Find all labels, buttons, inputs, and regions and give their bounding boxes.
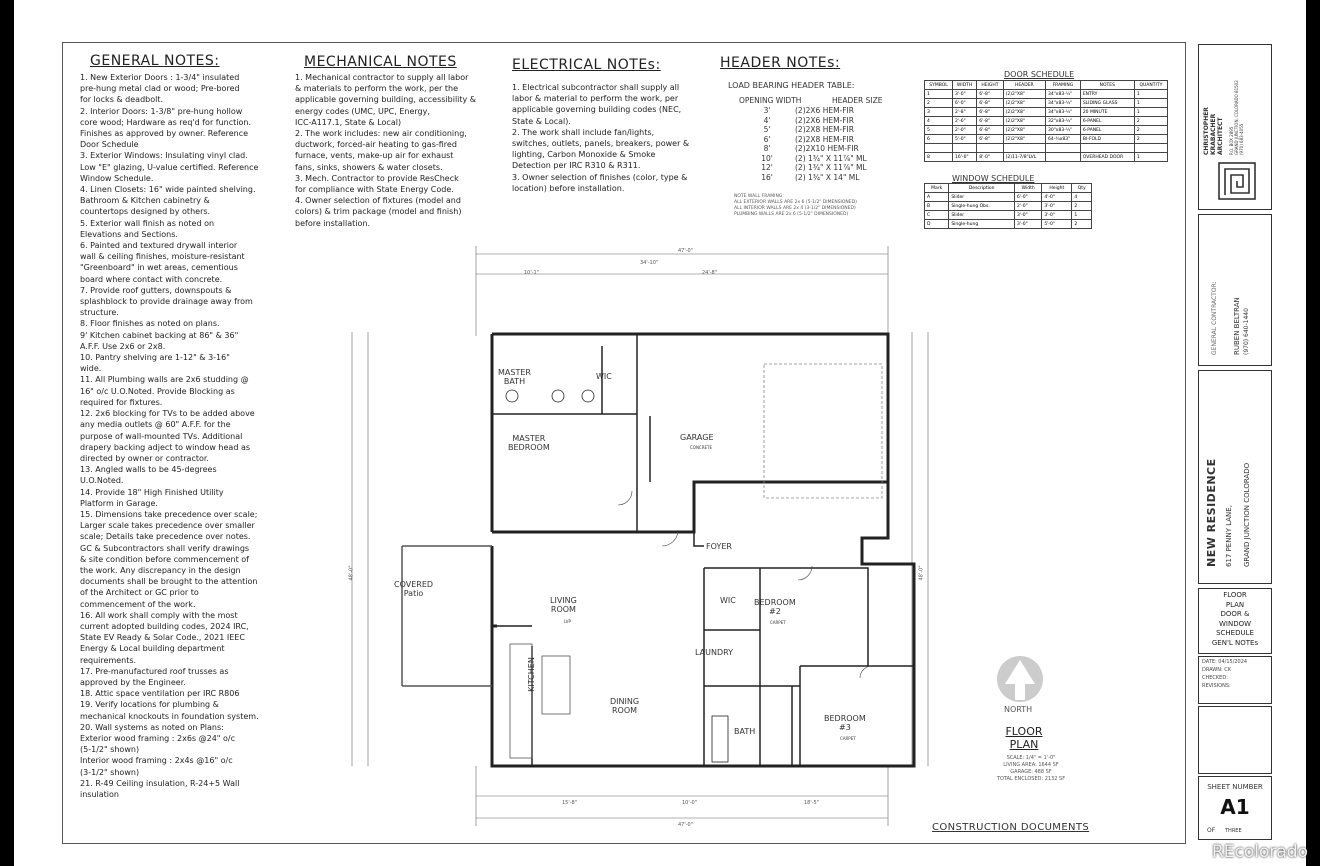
- schedule-cell: 1: [1134, 108, 1167, 117]
- electrical-notes-text: 1. Electrical subcontractor shall supply all labor & material to perform the work, per applicable governing building codes (NEC, State & Local). 2. The work shall include fan/lights, switches, outlets, panels, breakers, power & lighting, Carbon Monoxide & Smoke Detection per IRC R310 & R311. 3. Owner selection of finishes (color, type & location) before installation.: [512, 83, 690, 193]
- schedule-cell: 32"x83-½": [1046, 117, 1081, 126]
- header-col-size: HEADER SIZE: [832, 96, 883, 105]
- schedule-header-cell: HEIGHT: [977, 81, 1003, 90]
- schedule-cell: 2'-0": [953, 126, 977, 135]
- header-row-size: (2)2X6 HEM-FIR: [795, 106, 854, 115]
- schedule-cell: BI-FOLD: [1080, 135, 1134, 144]
- schedule-cell: 2: [1134, 117, 1167, 126]
- floor-plan-drawing: [332, 246, 932, 846]
- header-row-width: 12': [761, 163, 773, 172]
- schedule-cell: 6'-8": [977, 108, 1003, 117]
- title-block-sheet-desc: [1198, 588, 1272, 654]
- schedule-cell: 1: [1134, 99, 1167, 108]
- schedule-header-row: [925, 81, 1168, 90]
- schedule-cell: (2)2"X8": [1003, 135, 1045, 144]
- header-col-opening: OPENING WIDTH: [739, 96, 802, 105]
- room-covered-patio: COVERED Patio: [394, 580, 434, 598]
- schedule-cell: [1134, 144, 1167, 153]
- schedule-cell: 2: [925, 99, 953, 108]
- schedule-cell: 1: [925, 90, 953, 99]
- schedule-cell: 1: [1134, 153, 1167, 162]
- architect-info: P.O. BOX 2895 GRAND JUNCTION, COLORADO 81502 (970) 683-4055: [1229, 80, 1244, 155]
- room-foyer: FOYER: [706, 542, 732, 551]
- schedule-row: [925, 202, 1092, 211]
- dim-top-b: 34'-10": [640, 260, 659, 266]
- schedule-cell: 34"x83-½": [1046, 90, 1081, 99]
- schedule-row: [925, 126, 1168, 135]
- schedule-cell: (2)2"X8": [1003, 117, 1045, 126]
- title-block-contractor: [1198, 214, 1272, 366]
- schedule-cell: [1080, 144, 1134, 153]
- project-address: 617 PENNY LANE,: [1225, 505, 1233, 567]
- construction-documents-label: CONSTRUCTION DOCUMENTS: [932, 822, 1090, 833]
- schedule-row: [925, 108, 1168, 117]
- project-name: NEW RESIDENCE: [1205, 458, 1218, 567]
- title-block-dates: [1198, 656, 1272, 704]
- architect-logo-icon: [1217, 161, 1257, 201]
- header-row-width: 16': [761, 172, 773, 182]
- watermark-logo: REcolorado: [1211, 842, 1308, 862]
- room-wic-master: WIC: [596, 372, 612, 381]
- schedule-cell: 2'-0": [1015, 202, 1042, 211]
- schedule-cell: 3'-0": [1042, 202, 1072, 211]
- schedule-cell: [925, 144, 953, 153]
- schedule-cell: 3: [925, 108, 953, 117]
- schedule-cell: (2)2"X8": [1003, 90, 1045, 99]
- room-master-bath: MASTER BATH: [498, 368, 531, 386]
- header-notes-title: HEADER NOTEs:: [720, 55, 841, 71]
- interior-walls: [492, 334, 914, 766]
- bedroom3-finish: CARPET: [840, 736, 856, 741]
- header-row: [739, 135, 909, 145]
- mechanical-notes-text: 1. Mechanical contractor to supply all labor & materials to perform the work, per the applicable governing building, accessibility & energy codes (UMC, UPC, Energy, ICC-A117.1, State & Local) 2. The work includes: new air conditioning, ductwork, forced-air heating to gas-fired furnace, vents, make-up air for exhaust fans, sinks, showers & water closets. 3. Mech. Contractor to provide ResCheck for compliance with State Energy Code. 4. Owner selection of fixtures (model and colors) & trim package (model and finish) before installation.: [295, 73, 477, 228]
- schedule-cell: ENTRY: [1080, 90, 1134, 99]
- schedule-header-cell: Width: [1015, 184, 1042, 193]
- title-block-sheet-number: [1198, 776, 1272, 840]
- schedule-cell: 2: [1072, 220, 1092, 229]
- schedule-cell: 1: [1072, 211, 1092, 220]
- dim-depth-right: 48'-0": [918, 565, 925, 581]
- schedule-cell: D: [925, 220, 949, 229]
- room-bedroom-2: BEDROOM #2: [754, 598, 796, 616]
- title-block-project: [1198, 370, 1272, 584]
- schedule-header-cell: SYMBOL: [925, 81, 953, 90]
- wall-framing-note: NOTE WALL FRAMING: ALL EXTERIOR WALLS ARE 2x 6 (5-1/2" DIMENSIONED) ALL INTERIOR WALLS ARE 2x 4 (3-1/2" DIMENSIONED) PLUMBING WALLS ARE 2x 6 (5-1/2" DIMENSIONED): [734, 194, 857, 217]
- schedule-cell: A: [925, 193, 949, 202]
- header-row-size: (2) 1¾" X 11⅞" ML: [795, 163, 867, 172]
- schedule-header-cell: Qty: [1072, 184, 1092, 193]
- schedule-cell: [977, 144, 1003, 153]
- sheet-of-value: THREE: [1225, 828, 1242, 834]
- sheet-of-label: OF: [1207, 827, 1216, 834]
- schedule-row: [925, 211, 1092, 220]
- dim-bottom-a: 15'-8": [562, 800, 578, 806]
- header-row-width: 3': [763, 106, 771, 115]
- room-garage: GARAGE: [680, 433, 714, 442]
- sheet-date: DATE: 04/15/2024: [1202, 659, 1248, 665]
- dim-top-a: 10'-1": [524, 270, 540, 276]
- room-laundry: LAUNDRY: [695, 648, 734, 657]
- title-block-architect: [1198, 44, 1272, 210]
- schedule-header-cell: HEADER: [1003, 81, 1045, 90]
- schedule-cell: 64-¾x83": [1046, 135, 1081, 144]
- header-row-size: (2)2X6 HEM-FIR: [795, 115, 854, 125]
- garage-finish: CONCRETE: [690, 445, 713, 450]
- room-bedroom-3: BEDROOM #3: [824, 714, 866, 732]
- dim-bottom-c: 18'-5": [804, 800, 820, 806]
- gc-name: RUBEN BELTRAN: [1233, 297, 1241, 355]
- schedule-cell: 2: [1072, 202, 1092, 211]
- schedule-cell: 20 MINUTE: [1080, 108, 1134, 117]
- schedule-row: [925, 117, 1168, 126]
- room-dining: DINING ROOM: [610, 697, 640, 715]
- floor-plan-info: SCALE: 1/4" = 1'-0" LIVING AREA: 1644 SF GARAGE: 488 SF TOTAL ENCLOSED: 2132 SF: [996, 755, 1066, 782]
- schedule-cell: 6'-0": [953, 99, 977, 108]
- north-label: NORTH: [1004, 705, 1033, 714]
- schedule-cell: 1: [1134, 90, 1167, 99]
- header-row: [739, 116, 909, 126]
- schedule-header-cell: NOTES: [1080, 81, 1134, 90]
- schedule-cell: (2)11-7/8"LVL: [1003, 153, 1045, 162]
- dim-bottom-b: 10'-0": [682, 800, 698, 806]
- header-row-size: (2) 1¾" X 14" ML: [795, 172, 860, 182]
- door-schedule-title: DOOR SCHEDULE: [1004, 70, 1075, 79]
- schedule-cell: 6-PANEL: [1080, 117, 1134, 126]
- room-kitchen: KITCHEN: [526, 657, 536, 692]
- schedule-cell: (2)2"X8": [1003, 108, 1045, 117]
- schedule-cell: 2'-8": [953, 108, 977, 117]
- schedule-header-row: [925, 184, 1092, 193]
- sheet-number: A1: [1220, 795, 1250, 819]
- schedule-cell: 2'-6": [953, 117, 977, 126]
- header-row: [739, 144, 909, 154]
- schedule-header-cell: WIDTH: [953, 81, 977, 90]
- room-bath: BATH: [734, 727, 756, 736]
- dim-top-c: 24'-8": [702, 270, 718, 276]
- schedule-cell: (2)2"X8": [1003, 99, 1045, 108]
- window-schedule-table: [924, 183, 1092, 229]
- schedule-row: [925, 99, 1168, 108]
- schedule-cell: 6: [925, 135, 953, 144]
- schedule-cell: 5'-0": [1042, 220, 1072, 229]
- living-finish: LVP: [564, 619, 571, 624]
- sheet-revisions: REVISIONS:: [1202, 683, 1231, 689]
- schedule-cell: C: [925, 211, 949, 220]
- schedule-header-cell: FRAMING: [1046, 81, 1081, 90]
- header-row-size: (2)2X8 HEM-FIR: [795, 125, 854, 134]
- schedule-cell: 34"x83-½": [1046, 108, 1081, 117]
- door-schedule-table: [924, 80, 1168, 162]
- schedule-cell: Single-hung Obs.: [949, 202, 1015, 211]
- sheet-description: FLOOR PLAN DOOR & WINDOW SCHEDULE GEN'L NOTEs: [1211, 591, 1259, 647]
- schedule-cell: 30"x83-½": [1046, 126, 1081, 135]
- title-block-blank: [1198, 706, 1272, 774]
- general-notes-title: GENERAL NOTES:: [90, 53, 220, 69]
- schedule-row: [925, 193, 1092, 202]
- sheet-drawn: DRAWN: CK: [1202, 667, 1231, 673]
- schedule-cell: SLIDING GLASS: [1080, 99, 1134, 108]
- schedule-cell: 6'-8": [977, 99, 1003, 108]
- schedule-row: [925, 90, 1168, 99]
- schedule-cell: 3'-0": [1015, 211, 1042, 220]
- schedule-cell: [1046, 153, 1081, 162]
- schedule-cell: Slider: [949, 211, 1015, 220]
- north-arrow-icon: [995, 654, 1045, 704]
- header-row-size: (2) 1¾" X 11⅞" ML: [795, 153, 867, 163]
- schedule-cell: 6-PANEL: [1080, 126, 1134, 135]
- architect-name: CHRISTOPHER KRABACHER ARCHITECT: [1203, 107, 1224, 155]
- dim-depth-left: 48'-0": [348, 565, 355, 581]
- schedule-cell: Slider: [949, 193, 1015, 202]
- room-living: LIVING ROOM: [550, 596, 577, 614]
- schedule-cell: 3'-0": [1015, 220, 1042, 229]
- gc-phone: (970) 640-1440: [1243, 308, 1250, 355]
- schedule-cell: (2)2"X8": [1003, 126, 1045, 135]
- header-row-width: 10': [761, 153, 773, 163]
- project-city: GRAND JUNCTION COLORADO: [1243, 462, 1251, 567]
- schedule-cell: B: [925, 202, 949, 211]
- schedule-cell: 2: [1134, 126, 1167, 135]
- schedule-cell: 4: [925, 117, 953, 126]
- exterior-walls: [492, 334, 914, 766]
- drawing-sheet: [14, 0, 1306, 866]
- mechanical-notes-title: MECHANICAL NOTES: [304, 54, 457, 70]
- schedule-row: [925, 220, 1092, 229]
- window-schedule-title: WINDOW SCHEDULE: [952, 174, 1035, 183]
- schedule-cell: 2: [1134, 135, 1167, 144]
- header-row-width: 5': [763, 125, 771, 134]
- schedule-header-cell: QUANTITY: [1134, 81, 1167, 90]
- schedule-row: [925, 135, 1168, 144]
- room-master-bedroom: MASTER BEDROOM: [508, 434, 550, 452]
- header-row-width: 4': [763, 115, 771, 125]
- schedule-cell: 16'-0": [953, 153, 977, 162]
- schedule-cell: 5'-0": [953, 135, 977, 144]
- schedule-header-cell: Height: [1042, 184, 1072, 193]
- header-row-width: 8': [763, 144, 771, 153]
- schedule-cell: 6'-8": [977, 117, 1003, 126]
- electrical-notes-title: ELECTRICAL NOTEs:: [512, 57, 661, 73]
- schedule-cell: [1003, 144, 1045, 153]
- header-row: [739, 173, 909, 183]
- general-notes-text: 1. New Exterior Doors : 1-3/4" insulated pre-hung metal clad or wood; Pre-bored for locks & deadbolt. 2. Interior Doors: 1-3/8" pre-hung hollow core wood; Hardware as req'd for function. Finishes as approved by owner. Reference Door Schedule 3. Exterior Windows: Insulating vinyl clad. Low "E" glazing, U-value certified. Reference Window Schedule. 4. Linen Closets: 16" wide painted shelving. Bathroom & Kitchen cabinetry & countertops designed by others. 5. Exterior wall finish as noted on Elevations and Sections. 6. Painted and textured drywall interior wall & ceiling finishes, moisture-resistant "Greenboard" in wet areas, cementious board where contact with concrete. 7. Provide roof gutters, downspouts & splashblock to provide drainage away from structure. 8. Floor finishes as noted on plans. 9' Kitchen cabinet backing at 86" & 36" A.F.F. Use 2x6 or 2x8. 10. Pantry shelving are 1-12" & 3-16" wide. 11. All Plumbing walls are 2x6 studding @ 16" o/c U.O.Noted. Provide Blocking as required for fixtures. 12. 2x6 blocking for TVs to be added above any media outlets @ 60" A.F.F. for the purpose of wall-mounted TVs. Additional drapery backing adject to window head as directed by owner or contractor. 13. Angled walls to be 45-degrees U.O.Noted. 14. Provide 18" High Finished Utility Platform in Garage. 15. Dimensions take precedence over scale; Larger scale takes precedence over smaller scale; Details take precedence over notes. GC & Subcontractors shall verify drawings & site condition before commencement of the work. Any discrepancy in the design documents shall be brought to the attention of the Architect or GC prior to commencement of the work. 16. All work shall comply with the most current adopted building codes, 2024 IRC, State EV Ready & Solar Code., 2021 IEEC Energy & Local building department requirements. 17. Pre-manufactured roof trusses as approved by the Engineer. 18. Attic space ventilation per IRC R806 19. Verify locations for plumbing & mechanical knockouts in foundation system. 20. Wall systems as noted on Plans: Exterior wood framing : 2x6s @24" o/c (5-1/2" shown) Interior wood framing : 2x4s @16" o/c (3-1/2" shown) 21. R-49 Ceiling insulation, R-24+5 Wall insulation: [80, 73, 259, 799]
- floor-plan-title: FLOOR PLAN: [1005, 725, 1043, 751]
- header-row-width: 6': [763, 134, 771, 144]
- bedroom2-finish: CARPET: [770, 620, 786, 625]
- schedule-cell: [1046, 144, 1081, 153]
- schedule-cell: OVERHEAD DOOR: [1080, 153, 1134, 162]
- schedule-row: [925, 144, 1168, 153]
- dim-overall-bottom: 47'-0": [678, 822, 694, 828]
- schedule-cell: 5: [925, 126, 953, 135]
- schedule-cell: 4'-0": [1042, 193, 1072, 202]
- schedule-cell: Single-hung: [949, 220, 1015, 229]
- schedule-row: [925, 153, 1168, 162]
- schedule-cell: 3'-0": [1042, 211, 1072, 220]
- schedule-cell: 3'-0": [953, 90, 977, 99]
- sheet-checked: CHECKED:: [1202, 675, 1228, 681]
- schedule-cell: [953, 144, 977, 153]
- header-row: [739, 154, 909, 164]
- schedule-cell: 4: [1072, 193, 1092, 202]
- schedule-cell: 34"x83-½": [1046, 99, 1081, 108]
- header-row: [739, 163, 909, 173]
- header-table-subtitle: LOAD BEARING HEADER TABLE:: [728, 81, 855, 90]
- schedule-cell: 6'-8": [977, 90, 1003, 99]
- header-row-size: (2)2X10 HEM-FIR: [795, 144, 859, 153]
- schedule-cell: 8: [925, 153, 953, 162]
- schedule-cell: 6'-8": [977, 126, 1003, 135]
- gc-label: GENERAL CONTRACTOR:: [1211, 281, 1218, 355]
- header-table-rows: [739, 106, 909, 182]
- schedule-header-cell: Mark: [925, 184, 949, 193]
- sheet-number-label: SHEET NUMBER: [1207, 783, 1263, 791]
- schedule-cell: 6'-0": [1015, 193, 1042, 202]
- schedule-cell: 6'-8": [977, 135, 1003, 144]
- schedule-cell: 8'-0": [977, 153, 1003, 162]
- header-row: [739, 106, 909, 116]
- room-wic-bed2: WIC: [720, 596, 736, 605]
- header-row: [739, 125, 909, 135]
- dim-overall-top: 47'-0": [678, 248, 694, 254]
- header-row-size: (2)2X8 HEM-FIR: [795, 134, 854, 144]
- schedule-header-cell: Description: [949, 184, 1015, 193]
